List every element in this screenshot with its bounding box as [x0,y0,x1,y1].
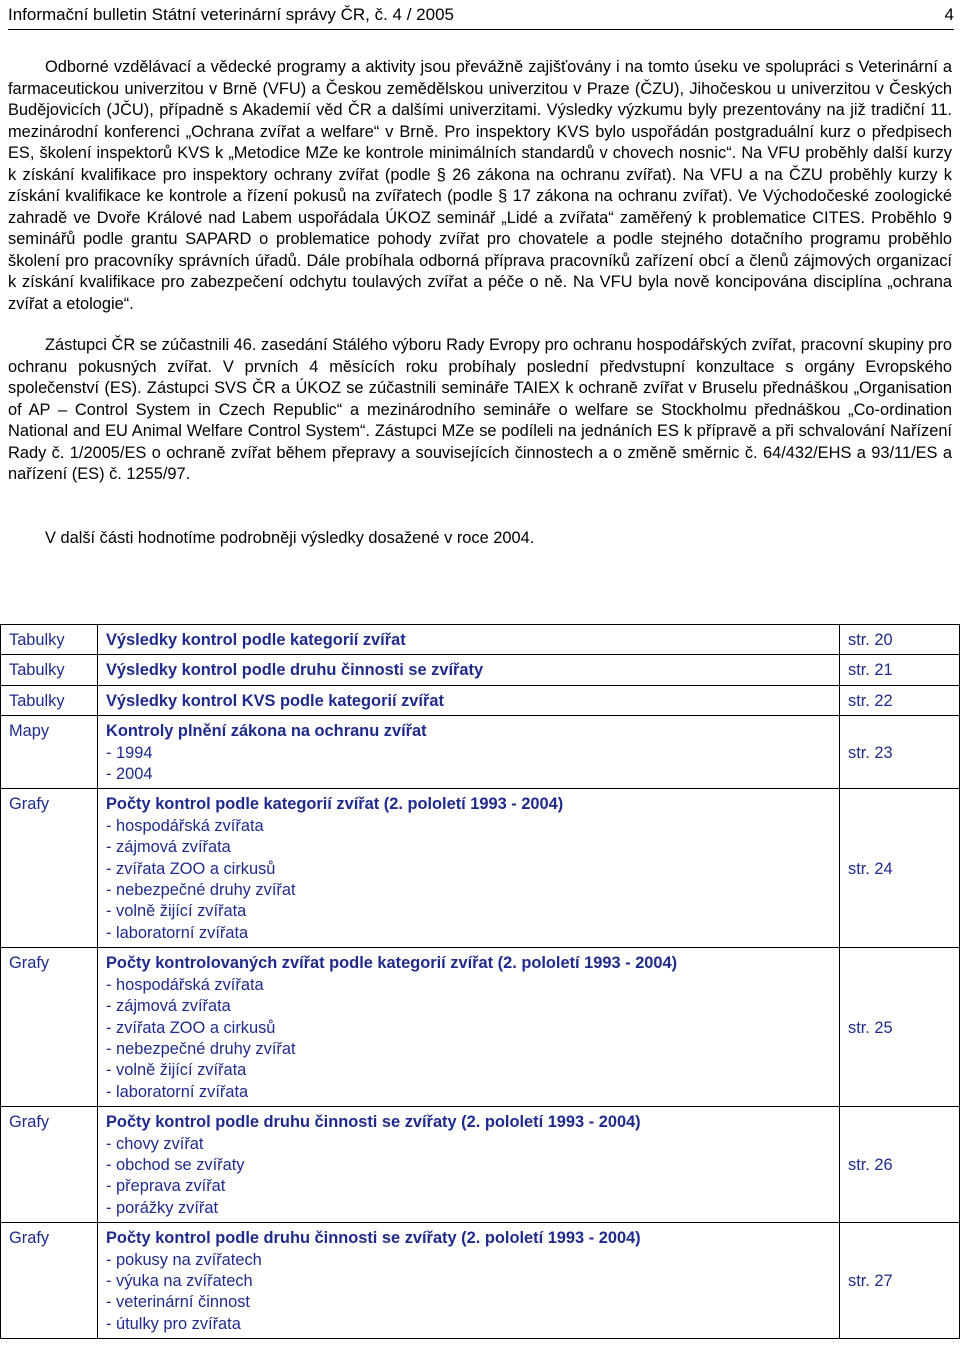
toc-row [1,685,960,715]
toc-subitem: - zájmová zvířata [106,997,231,1016]
toc-title: Kontroly plnění zákona na ochranu zvířat [106,722,427,741]
bulletin-title: Informační bulletin Státní veterinární správy ČR, č. 4 / 2005 [8,5,454,24]
toc-page: str. 27 [840,1223,960,1339]
toc-page: str. 25 [840,948,960,1107]
toc-type: Grafy [1,789,98,948]
toc-subitem: - chovy zvířat [106,1134,204,1153]
toc-type: Grafy [1,948,98,1107]
toc-entry [98,716,840,789]
toc-page: str. 24 [840,789,960,948]
toc-row [1,716,960,789]
paragraph-education: Odborné vzdělávací a vědecké programy a aktivity jsou převážně zajišťovány i na tomto úseku ve spolupráci s Veterinární a farmaceutickou univerzitou v Brně (VFU) a Českou zemědělskou univerzitou v Praze (ČZU), Jihočeskou u univerzitou v Českých Budějovicích (JČU), případně s Akademií věd ČR a dalšími univerzitami. Výsledky výzkumu byly prezentovány na již tradiční 11. mezinárodní konferenci „Ochrana zvířat a welfare“ v Brně. Pro inspektory KVS bylo uspořádán postgraduální kurz o předpisech ES, školení inspektorů KVS k „Metodice MZe ke kontrole minimálních standardů v chovech nosnic“. Na VFU proběhly další kurzy k získání kvalifikace pro inspektory ochrany zvířat (podle § 26 zákona na ochranu zvířat). Na VFU a na ČZU proběhly kurzy k získání kvalifikace ke kontrole a řízení pokusů na zvířatech (podle § 17 zákona na ochranu zvířat). Ve Východočeské zoologické zahradě ve Dvoře Králové nad Labem uspořádala ÚKOZ seminář „Lidé a zvířata“ zaměřený k problematice CITES. Proběhlo 9 seminářů podle grantu SAPARD o problematice pohody zvířat pro chovatele a podle stejného dotačního programu proběhlo školení pro pracovníky správních úřadů. Dále probíhala odborná příprava pracovníků zařízení obcí a členů zájmových organizací k získání kvalifikace pro zabezpečení odchytu toulavých zvířat a péče o ně. Na VFU byla nově koncipována disciplína „ochrana zvířat a etologie“. [8,58,952,313]
toc-subitem: - 1994 [106,743,153,762]
toc-subitem: - volně žijící zvířata [106,902,247,921]
toc-title: Počty kontrolovaných zvířat podle kategorií zvířat (2. pololetí 1993 - 2004) [106,954,678,973]
toc-entry [98,1223,840,1339]
contents-table [0,624,960,1339]
toc-title: Výsledky kontrol podle kategorií zvířat [106,631,406,649]
toc-subitem: - laboratorní zvířata [106,1082,249,1101]
toc-title: Výsledky kontrol podle druhu činnosti se zvířaty [106,661,484,680]
toc-subitem: - útulky pro zvířata [106,1314,241,1333]
toc-subitem: - veterinární činnost [106,1293,250,1312]
toc-row [1,1223,960,1339]
toc-type: Grafy [1,1107,98,1223]
toc-entry [98,625,840,655]
toc-subitem: - zvířata ZOO a cirkusů [106,859,276,878]
toc-page: str. 22 [840,685,960,715]
toc-title: Počty kontrol podle druhu činnosti se zvířaty (2. pololetí 1993 - 2004) [106,1113,641,1132]
toc-subitem: - zvířata ZOO a cirkusů [106,1018,276,1037]
toc-subitem: - hospodářská zvířata [106,975,264,994]
toc-page: str. 26 [840,1107,960,1223]
toc-title: Výsledky kontrol KVS podle kategorií zvířat [106,691,444,710]
toc-type: Grafy [1,1223,98,1339]
toc-type: Tabulky [1,625,98,655]
page-number: 4 [944,5,954,24]
toc-page: str. 20 [840,625,960,655]
toc-row [1,625,960,655]
body-text [8,57,952,549]
toc-subitem: - zájmová zvířata [106,838,231,857]
page-header [8,3,954,30]
paragraph-intro-results: V další části hodnotíme podrobněji výsledky dosažené v roce 2004. [45,528,535,547]
toc-entry [98,1107,840,1223]
toc-row [1,948,960,1107]
toc-entry [98,685,840,715]
toc-title: Počty kontrol podle druhu činnosti se zvířaty (2. pololetí 1993 - 2004) [106,1229,641,1248]
toc-subitem: - laboratorní zvířata [106,923,249,942]
toc-subitem: - volně žijící zvířata [106,1061,247,1080]
toc-row [1,655,960,685]
toc-subitem: - nebezpečné druhy zvířat [106,881,296,900]
toc-entry [98,948,840,1107]
toc-title: Počty kontrol podle kategorií zvířat (2. pololetí 1993 - 2004) [106,795,564,814]
toc-row [1,789,960,948]
toc-subitem: - obchod se zvířaty [106,1155,245,1174]
toc-subitem: - přeprava zvířat [106,1177,226,1196]
toc-subitem: - výuka na zvířatech [106,1271,253,1290]
toc-entry [98,655,840,685]
toc-subitem: - pokusy na zvířatech [106,1250,262,1269]
toc-page: str. 21 [840,655,960,685]
toc-type: Tabulky [1,685,98,715]
toc-subitem: - nebezpečné druhy zvířat [106,1039,296,1058]
toc-page: str. 23 [840,716,960,789]
toc-subitem: - 2004 [106,765,153,784]
toc-row [1,1107,960,1223]
toc-entry [98,789,840,948]
toc-subitem: - hospodářská zvířata [106,816,264,835]
toc-subitem: - porážky zvířat [106,1198,219,1217]
toc-type: Mapy [1,716,98,789]
paragraph-international: Zástupci ČR se zúčastnili 46. zasedání Stálého výboru Rady Evropy pro ochranu hospodářských zvířat, pracovní skupiny pro ochranu pokusných zvířat. V prvních 4 měsících roku probíhaly poslední předvstupní konzultace s orgány Evropského společenství (ES). Zástupci SVS ČR a ÚKOZ se zúčastnili semináře TAIEX k ochraně zvířat v Bruselu přednáškou „Organisation of AP – Control System in Czech Republic“ a mezinárodního semináře o welfare se Stockholmu přednáškou „Co-ordination National and EU Animal Welfare Control System“. Zástupci MZe se podíleli na jednáních ES k přípravě a při schvalování Nařízení Rady č. 1/2005/ES o ochraně zvířat během přepravy a souvisejících činnostech a o změně směrnic č. 64/432/EHS a 93/11/ES a nařízení (ES) č. 1255/97. [8,336,952,483]
toc-type: Tabulky [1,655,98,685]
